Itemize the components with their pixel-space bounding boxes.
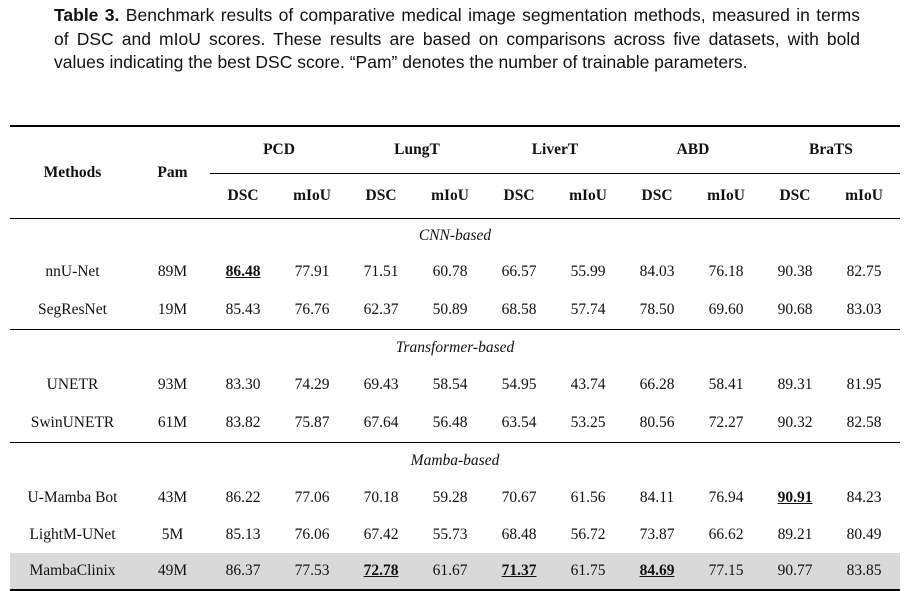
dsc-value: 86.37 [210, 553, 276, 590]
header-methods: Methods [10, 126, 135, 219]
best-dsc-value: 86.48 [225, 263, 261, 280]
header-dataset: BraTS [762, 126, 900, 174]
dsc-value: 84.11 [639, 489, 675, 506]
header-miou: mIoU [828, 174, 900, 219]
miou-value: 77.91 [294, 263, 330, 280]
dsc-value: 89.21 [777, 526, 813, 543]
table-body [10, 219, 900, 591]
miou-value: 82.75 [846, 263, 882, 280]
miou-value: 56.72 [570, 526, 606, 543]
dsc-value: 66.57 [501, 263, 537, 280]
dsc-value: 83.30 [225, 376, 261, 393]
dsc-value: 90.68 [762, 291, 828, 330]
miou-value: 50.89 [414, 291, 486, 330]
table-header [10, 126, 900, 219]
miou-value: 82.58 [828, 404, 900, 443]
dsc-value: 83.82 [210, 404, 276, 443]
miou-value: 60.78 [432, 263, 468, 280]
dsc-value [210, 253, 276, 291]
table-row [10, 553, 900, 590]
dsc-value: 73.87 [639, 526, 675, 543]
miou-value: 66.62 [708, 526, 744, 543]
table-row [10, 291, 900, 330]
header-miou: mIoU [276, 174, 348, 219]
caption-label: Table 3. [54, 5, 120, 25]
dsc-value: 90.77 [762, 553, 828, 590]
dsc-value: 84.03 [639, 263, 675, 280]
param-count: 93M [157, 376, 188, 393]
table-row [10, 479, 900, 517]
dsc-value: 67.64 [348, 404, 414, 443]
dsc-value [762, 479, 828, 517]
miou-value: 77.06 [294, 489, 330, 506]
table-row [10, 517, 900, 553]
header-dsc: DSC [210, 174, 276, 219]
header-dsc: DSC [762, 174, 828, 219]
method-name: nnU-Net [45, 263, 100, 280]
miou-value: 76.76 [276, 291, 348, 330]
dsc-value: 63.54 [486, 404, 552, 443]
group-label: Transformer-based [395, 339, 515, 356]
miou-value: 81.95 [846, 376, 882, 393]
dsc-value: 90.38 [777, 263, 813, 280]
caption-text: Benchmark results of comparative medical image segmentation methods, measured in terms of DSC and mIoU scores. These results are based on comparisons across five datasets, with bold values indicating the best DSC score. “Pam” denotes the number of trainable parameters. [54, 5, 860, 72]
miou-value: 43.74 [570, 376, 606, 393]
dsc-value: 85.13 [225, 526, 261, 543]
dsc-value: 62.37 [348, 291, 414, 330]
miou-value: 55.99 [570, 263, 606, 280]
miou-value: 58.41 [708, 376, 744, 393]
param-count: 89M [157, 263, 188, 280]
miou-value: 56.48 [414, 404, 486, 443]
method-name: SegResNet [10, 291, 135, 330]
param-count: 19M [135, 291, 210, 330]
dsc-value: 68.58 [486, 291, 552, 330]
benchmark-table [10, 125, 900, 591]
miou-value: 53.25 [552, 404, 624, 443]
dsc-value: 78.50 [624, 291, 690, 330]
group-label: Mamba-based [410, 452, 500, 469]
header-miou: mIoU [414, 174, 486, 219]
header-dsc: DSC [486, 174, 552, 219]
miou-value: 77.15 [690, 553, 762, 590]
miou-value: 75.87 [276, 404, 348, 443]
dsc-value: 71.51 [363, 263, 399, 280]
table-row [10, 366, 900, 404]
dsc-value: 86.22 [225, 489, 261, 506]
dsc-value [624, 553, 690, 590]
dsc-value: 85.43 [210, 291, 276, 330]
miou-value: 58.54 [432, 376, 468, 393]
miou-value: 83.85 [828, 553, 900, 590]
group-header-row [10, 443, 900, 480]
table-row [10, 404, 900, 443]
dsc-value: 89.31 [777, 376, 813, 393]
group-label: CNN-based [418, 227, 492, 244]
header-dsc: DSC [624, 174, 690, 219]
dsc-value: 90.32 [762, 404, 828, 443]
param-count: 49M [135, 553, 210, 590]
best-dsc-value: 71.37 [501, 562, 537, 579]
header-miou: mIoU [690, 174, 762, 219]
group-header-row [10, 219, 900, 254]
miou-value: 61.56 [570, 489, 606, 506]
header-dataset: LiverT [486, 126, 624, 174]
param-count: 43M [157, 489, 188, 506]
dsc-value: 54.95 [501, 376, 537, 393]
method-name: U-Mamba Bot [27, 489, 118, 506]
best-dsc-value: 90.91 [777, 489, 813, 506]
miou-value: 59.28 [432, 489, 468, 506]
header-miou: mIoU [552, 174, 624, 219]
header-dataset: PCD [210, 126, 348, 174]
miou-value: 83.03 [828, 291, 900, 330]
header-dsc: DSC [348, 174, 414, 219]
dsc-value: 80.56 [624, 404, 690, 443]
method-name: MambaClinix [10, 553, 135, 590]
header-dataset: LungT [348, 126, 486, 174]
best-dsc-value: 72.78 [363, 562, 399, 579]
group-header-row [10, 330, 900, 367]
param-count: 61M [135, 404, 210, 443]
dsc-value: 70.18 [363, 489, 399, 506]
dsc-value: 66.28 [639, 376, 675, 393]
method-name: LightM-UNet [29, 526, 116, 543]
miou-value: 72.27 [690, 404, 762, 443]
method-name: UNETR [46, 376, 99, 393]
miou-value: 80.49 [846, 526, 882, 543]
miou-value: 74.29 [294, 376, 330, 393]
dsc-value [486, 553, 552, 590]
header-pam: Pam [135, 126, 210, 219]
best-dsc-value: 84.69 [639, 562, 675, 579]
miou-value: 61.67 [414, 553, 486, 590]
param-count: 5M [161, 526, 184, 543]
dsc-value [348, 553, 414, 590]
dsc-value: 70.67 [501, 489, 537, 506]
miou-value: 76.94 [708, 489, 744, 506]
miou-value: 61.75 [552, 553, 624, 590]
miou-value: 84.23 [846, 489, 882, 506]
miou-value: 77.53 [276, 553, 348, 590]
miou-value: 76.06 [294, 526, 330, 543]
dsc-value: 67.42 [363, 526, 399, 543]
miou-value: 69.60 [690, 291, 762, 330]
table-caption [54, 4, 860, 75]
dsc-value: 68.48 [501, 526, 537, 543]
table-row [10, 253, 900, 291]
miou-value: 57.74 [552, 291, 624, 330]
miou-value: 55.73 [432, 526, 468, 543]
header-dataset: ABD [624, 126, 762, 174]
dsc-value: 69.43 [363, 376, 399, 393]
method-name: SwinUNETR [10, 404, 135, 443]
miou-value: 76.18 [708, 263, 744, 280]
